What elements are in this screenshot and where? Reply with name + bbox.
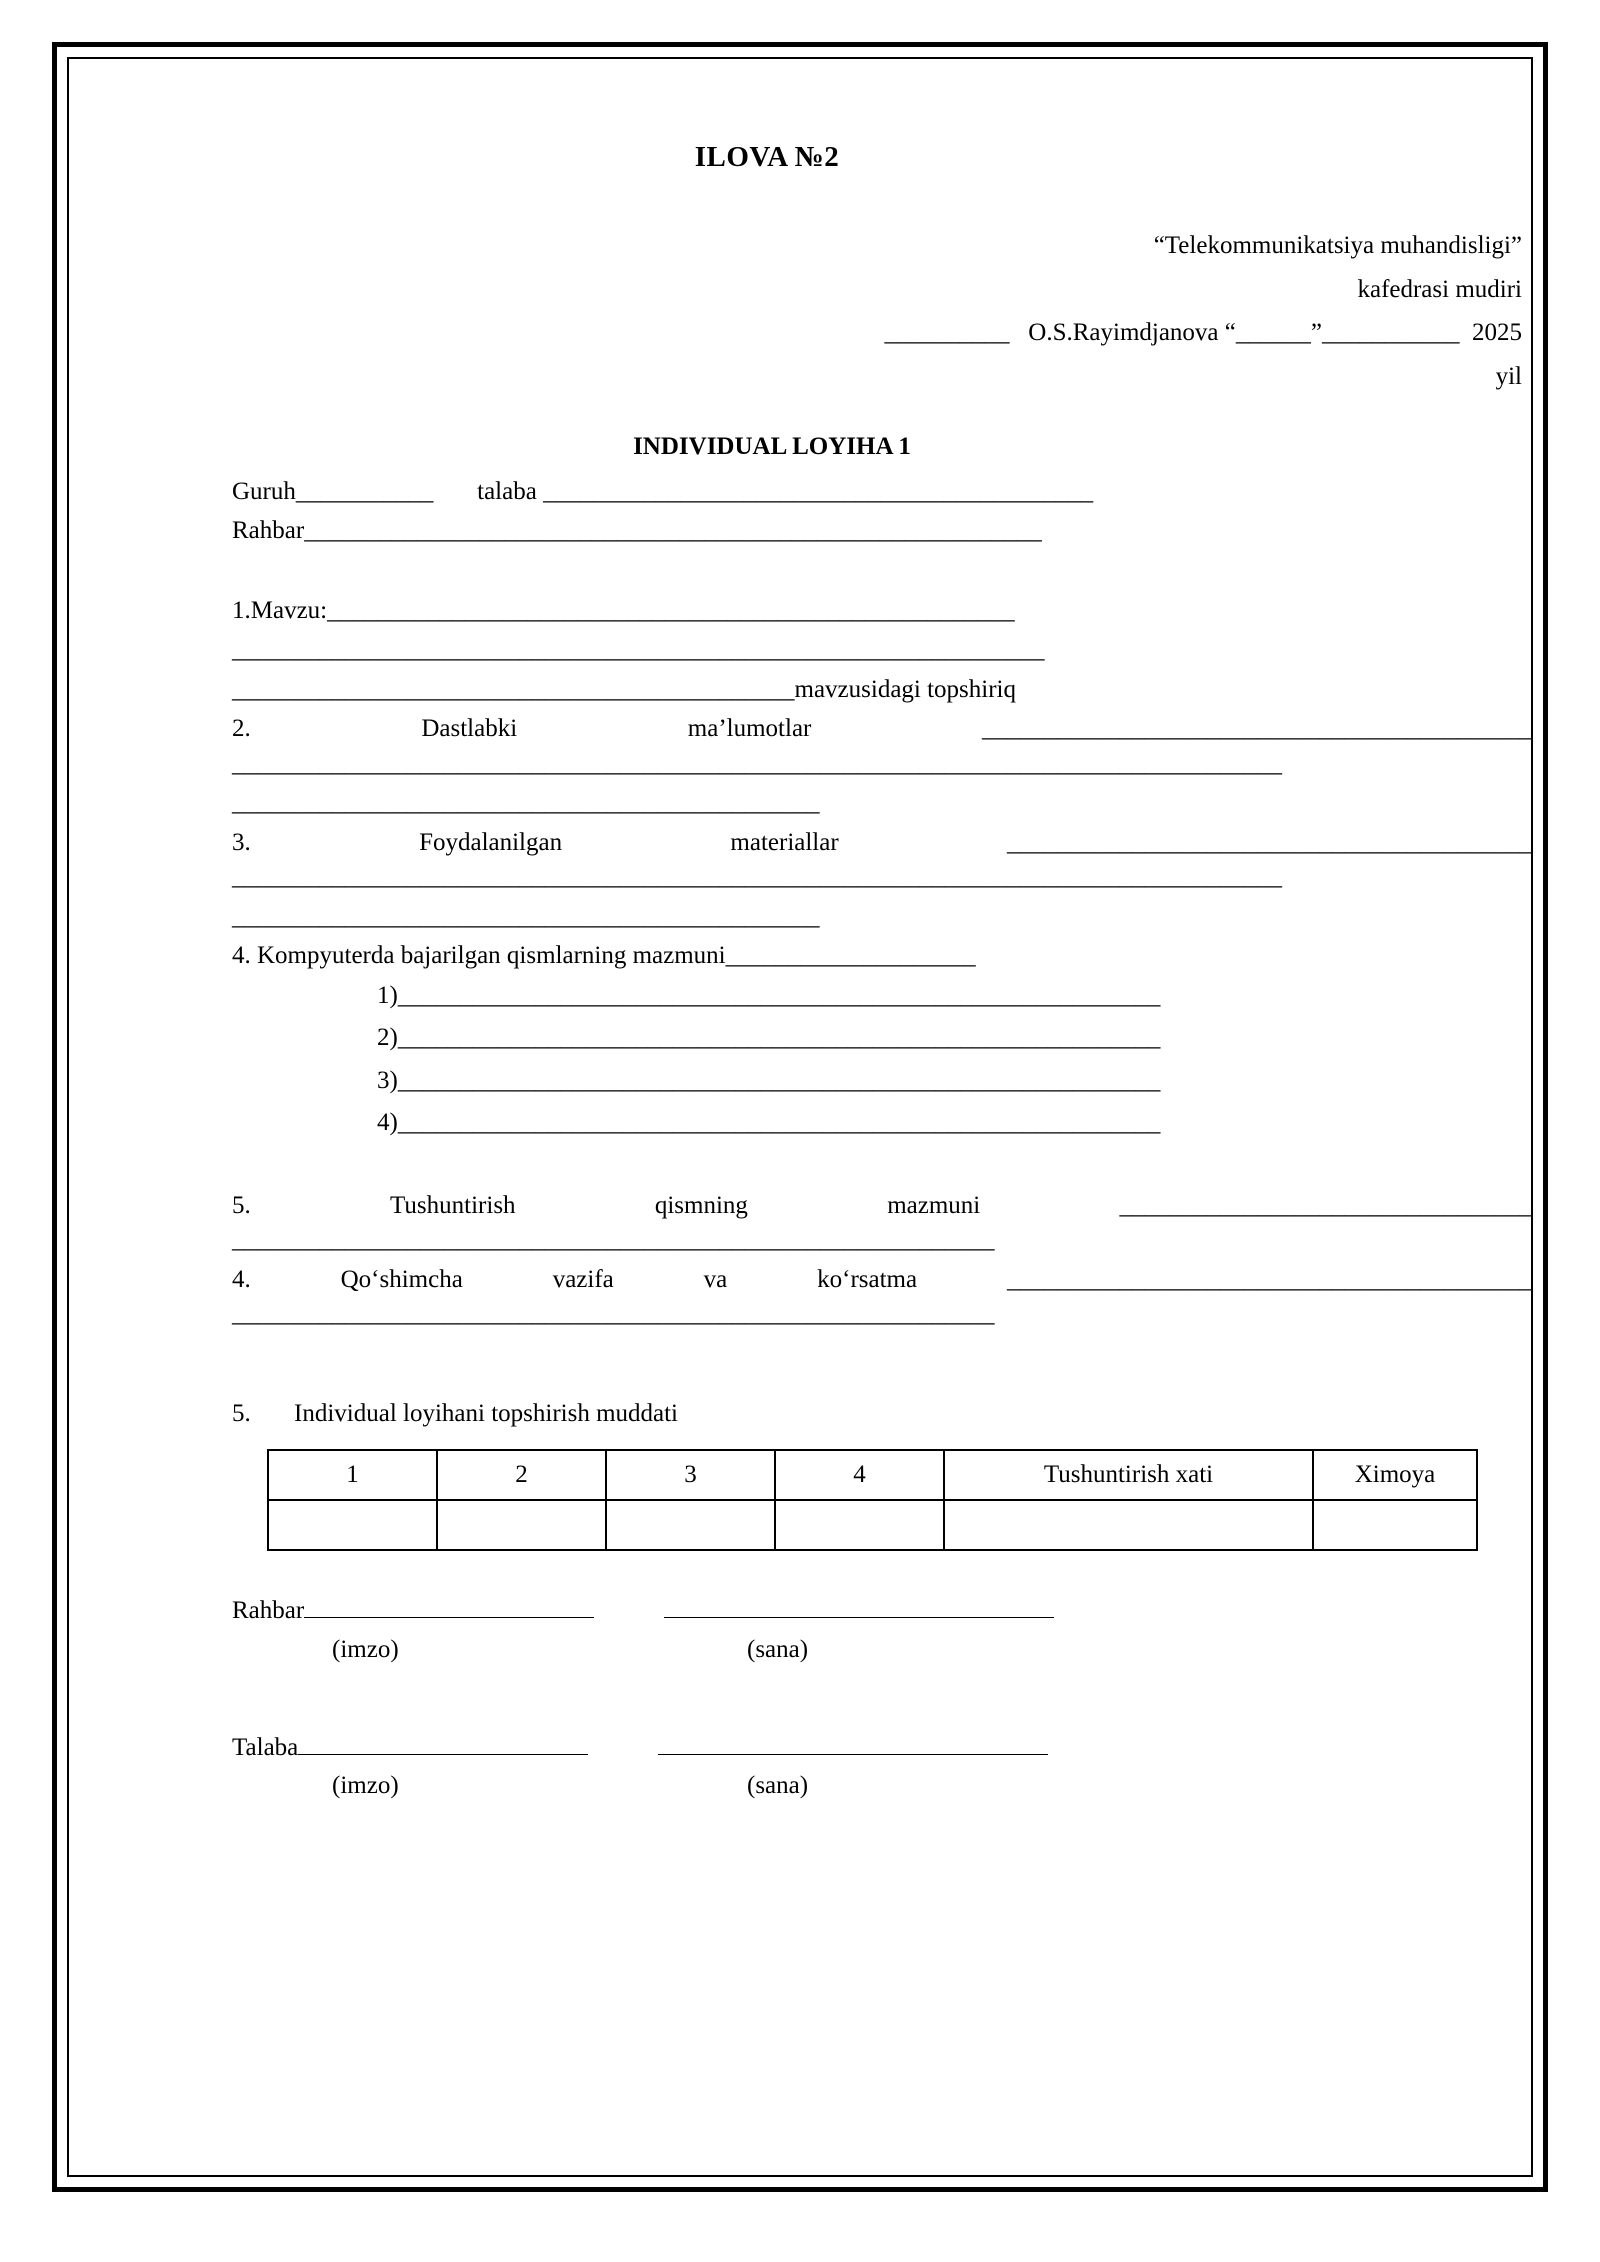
supervisor-signature-label: Rahbar <box>232 1597 305 1625</box>
table-header-cell-5: Tushuntirish xati <box>944 1450 1313 1500</box>
student-signature-row <box>232 1727 1532 1765</box>
extra-task-word-2: vazifa <box>552 1265 614 1293</box>
explanatory-word-3: mazmuni <box>887 1191 981 1219</box>
approval-year: 2025 <box>1472 319 1522 347</box>
month-blank: ___________ <box>1322 319 1460 347</box>
supervisor-signature-captions <box>232 1633 1532 1668</box>
initial-data-word-2: ma’lumotlar <box>687 715 812 743</box>
materials-row-3 <box>232 900 1532 935</box>
table-cell[interactable] <box>268 1500 437 1550</box>
computer-part-item-4 <box>377 1106 1532 1141</box>
topic-blank-1: _______________________________________________________ <box>327 596 1015 624</box>
supervisor-date-line[interactable] <box>664 1591 1054 1618</box>
computer-part-item-2 <box>377 1021 1532 1056</box>
explanatory-blank-full: _____________________________________________________________ <box>232 1226 995 1254</box>
table-cell[interactable] <box>437 1500 606 1550</box>
computer-part-blank-1: _____________________________________________________________ <box>397 981 1161 1009</box>
extra-task-blank-full: _____________________________________________________________ <box>232 1300 995 1328</box>
document-title: ILOVA №2 <box>694 141 840 173</box>
explanatory-row <box>232 1189 1532 1224</box>
student-label: talaba <box>477 477 537 505</box>
quote-close: ” <box>1310 319 1322 347</box>
computer-part-blank-3: _____________________________________________________________ <box>397 1066 1161 1094</box>
spacer <box>232 1633 332 1668</box>
table-cell[interactable] <box>944 1500 1313 1550</box>
computer-parts-row <box>232 939 1532 974</box>
table-row <box>268 1500 1477 1550</box>
student-signature-captions <box>232 1769 1532 1804</box>
supervisor-signature-row <box>232 1591 1532 1629</box>
group-student-row <box>232 475 1532 510</box>
schedule-table <box>267 1449 1478 1551</box>
topic-row-3 <box>232 673 1532 708</box>
topic-blank-2: _________________________________________________________________ <box>232 636 1045 664</box>
initial-data-blank-short: _______________________________________________ <box>232 789 820 817</box>
materials-row-2 <box>232 860 1532 895</box>
table-cell[interactable] <box>1313 1500 1477 1550</box>
topic-blank-3: _____________________________________________ <box>232 675 795 703</box>
deadline-number: 5. <box>232 1399 251 1427</box>
computer-parts-text: 4. Kompyuterda bajarilgan qismlarning mazmuni <box>232 942 726 970</box>
student-signature-label: Talaba <box>232 1733 299 1761</box>
topic-label: 1.Mavzu: <box>232 596 328 624</box>
supervisor-blank: ___________________________________________________________ <box>304 517 1042 545</box>
table-header-cell-6: Ximoya <box>1313 1450 1477 1500</box>
computer-part-label-1: 1) <box>377 981 398 1009</box>
table-header-cell-3: 3 <box>606 1450 775 1500</box>
deadline-text: Individual loyihani topshirish muddati <box>294 1399 678 1427</box>
initial-data-row-2 <box>232 747 1532 782</box>
computer-part-blank-4: _____________________________________________________________ <box>397 1109 1161 1137</box>
initial-data-number: 2. <box>232 715 251 743</box>
explanatory-row-2 <box>232 1223 1532 1258</box>
computer-parts-blank: ____________________ <box>725 942 976 970</box>
explanatory-word-1: Tushuntirish <box>390 1191 516 1219</box>
materials-blank-full: ____________________________________________________________________________________ <box>232 863 1282 891</box>
materials-row <box>232 826 1532 861</box>
extra-task-word-3: va <box>703 1265 728 1293</box>
spacer <box>232 1769 332 1804</box>
supervisor-row <box>232 514 1532 549</box>
day-blank: ______ <box>1235 319 1311 347</box>
spacer <box>232 554 1532 594</box>
student-sana-caption: (sana) <box>747 1772 809 1800</box>
student-blank: ____________________________________________ <box>543 477 1094 505</box>
computer-part-label-4: 4) <box>377 1109 398 1137</box>
materials-word-2: materiallar <box>730 828 839 856</box>
extra-task-row-2 <box>232 1297 1532 1332</box>
extra-task-number: 4. <box>232 1265 251 1293</box>
computer-part-blank-2: _____________________________________________________________ <box>397 1024 1161 1052</box>
quote-open: “ <box>1224 319 1236 347</box>
approval-blank-1: __________ <box>884 319 1010 347</box>
page-border-outer <box>52 42 1548 2192</box>
extra-task-word-1: Qo‘shimcha <box>340 1265 463 1293</box>
supervisor-imzo-caption: (imzo) <box>332 1635 399 1663</box>
supervisor-label: Rahbar <box>232 517 305 545</box>
department-head-label: kafedrasi mudiri <box>1357 275 1522 303</box>
student-date-line[interactable] <box>658 1727 1048 1754</box>
computer-part-label-2: 2) <box>377 1024 398 1052</box>
department-name: “Telekommunikatsiya muhandisligi” <box>1153 232 1522 260</box>
department-head-name: O.S.Rayimdjanova <box>1028 319 1219 347</box>
supervisor-signature-line[interactable] <box>304 1591 594 1618</box>
spacer <box>232 1337 1532 1397</box>
supervisor-sana-caption: (sana) <box>747 1635 809 1663</box>
table-cell[interactable] <box>606 1500 775 1550</box>
table-header-cell-4: 4 <box>775 1450 944 1500</box>
initial-data-blank-tail: ____________________________________________ <box>981 715 1532 743</box>
extra-task-row <box>232 1263 1532 1298</box>
table-cell[interactable] <box>775 1500 944 1550</box>
computer-part-item-3 <box>377 1064 1532 1099</box>
topic-row-2 <box>232 633 1532 668</box>
initial-data-word-1: Dastlabki <box>421 715 518 743</box>
computer-part-label-3: 3) <box>377 1066 398 1094</box>
topic-suffix: mavzusidagi topshiriq <box>794 675 1016 703</box>
spacer <box>232 1667 1532 1727</box>
explanatory-blank-tail: _________________________________ <box>1119 1191 1532 1219</box>
materials-blank-short: _______________________________________________ <box>232 902 820 930</box>
table-header-cell-2: 2 <box>437 1450 606 1500</box>
approval-header <box>232 229 1532 394</box>
explanatory-number: 5. <box>232 1191 251 1219</box>
spacer <box>232 1551 1532 1591</box>
document-body <box>232 137 1532 1804</box>
materials-blank-tail: __________________________________________ <box>1006 828 1532 856</box>
initial-data-blank-full: ____________________________________________________________________________________ <box>232 749 1282 777</box>
materials-word-1: Foydalanilgan <box>419 828 563 856</box>
initial-data-row-3 <box>232 786 1532 821</box>
student-signature-line[interactable] <box>298 1727 588 1754</box>
group-blank: ___________ <box>295 477 434 505</box>
spacer <box>232 1149 1532 1189</box>
materials-number: 3. <box>232 828 251 856</box>
initial-data-row <box>232 712 1532 747</box>
topic-row-1 <box>232 594 1532 629</box>
deadline-row <box>232 1397 1532 1432</box>
extra-task-blank-tail: __________________________________________ <box>1006 1265 1532 1293</box>
approval-line <box>232 316 1522 351</box>
table-header-row <box>268 1450 1477 1500</box>
group-label: Guruh <box>232 477 296 505</box>
year-word: yil <box>1495 362 1522 390</box>
table-header-cell-1: 1 <box>268 1450 437 1500</box>
extra-task-word-4: ko‘rsatma <box>817 1265 918 1293</box>
student-imzo-caption: (imzo) <box>332 1772 399 1800</box>
explanatory-word-2: qismning <box>654 1191 748 1219</box>
section-title: INDIVIDUAL LOYIHA 1 <box>633 433 911 461</box>
computer-part-item-1 <box>377 979 1532 1014</box>
